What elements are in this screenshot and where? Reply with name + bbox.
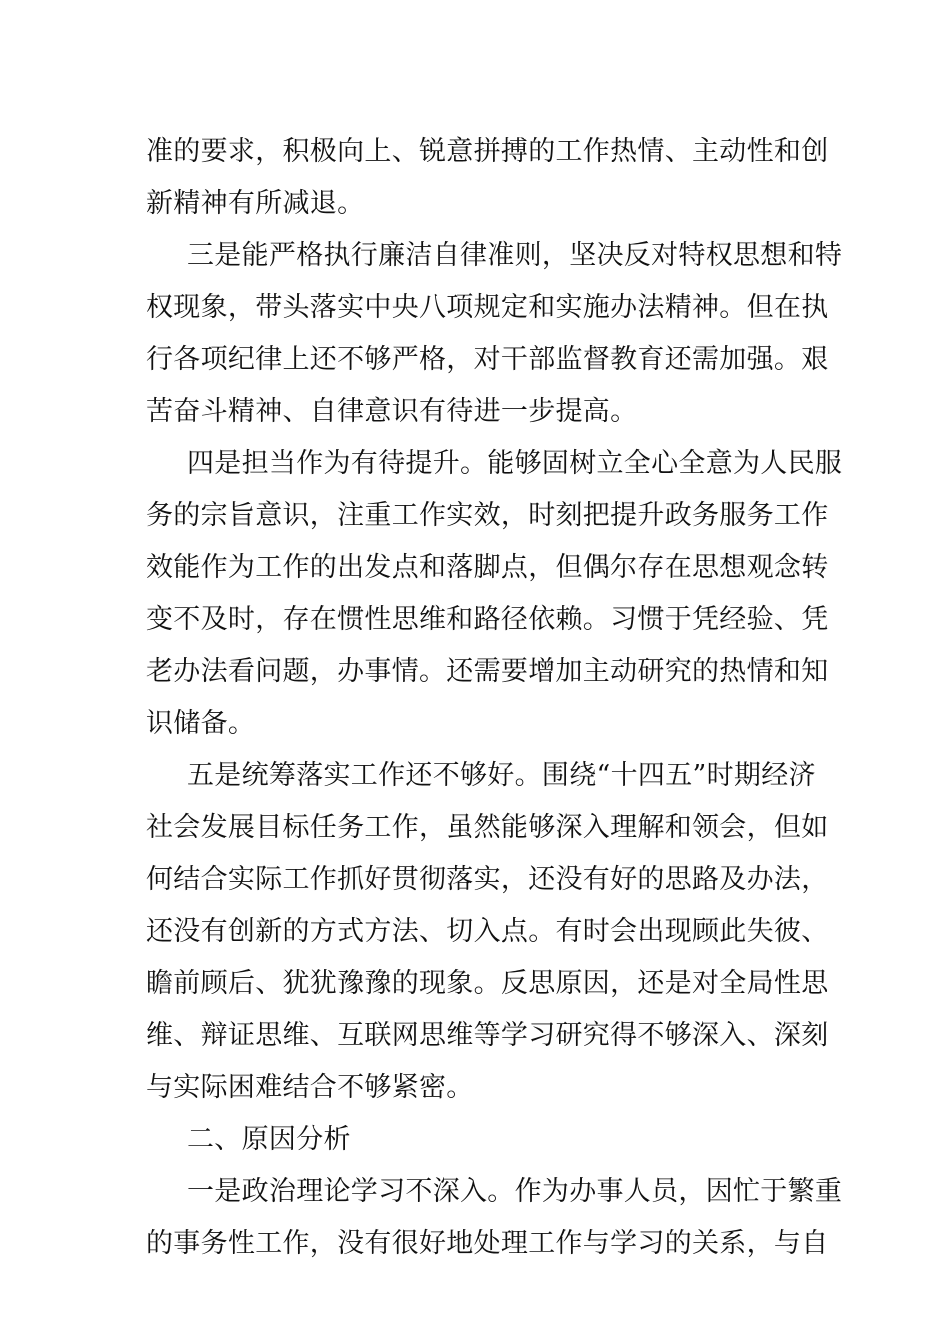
text-line: 准的要求，积极向上、锐意拼搏的工作热情、主动性和创	[146, 136, 829, 167]
paragraph-start-line: 一是政治理论学习不深入。作为办事人员，因忙于繁重	[187, 1176, 843, 1207]
text-line: 识储备。	[146, 708, 256, 739]
text-line: 新精神有所减退。	[146, 188, 365, 219]
text-line: 瞻前顾后、犹犹豫豫的现象。反思原因，还是对全局性思	[146, 968, 829, 999]
paragraph-start-line: 三是能严格执行廉洁自律准则，坚决反对特权思想和特	[187, 240, 843, 271]
text-line: 务的宗旨意识，注重工作实效，时刻把提升政务服务工作	[146, 500, 829, 531]
text-line: 社会发展目标任务工作，虽然能够深入理解和领会，但如	[146, 812, 829, 843]
text-line: 何结合实际工作抓好贯彻落实，还没有好的思路及办法，	[146, 864, 829, 895]
text-line: 权现象，带头落实中央八项规定和实施办法精神。但在执	[146, 292, 829, 323]
text-line: 变不及时，存在惯性思维和路径依赖。习惯于凭经验、凭	[146, 604, 829, 635]
text-line: 还没有创新的方式方法、切入点。有时会出现顾此失彼、	[146, 916, 829, 947]
text-line: 老办法看问题，办事情。还需要增加主动研究的热情和知	[146, 656, 829, 687]
text-line: 维、辩证思维、互联网思维等学习研究得不够深入、深刻	[146, 1020, 829, 1051]
text-line: 的事务性工作，没有很好地处理工作与学习的关系，与自	[146, 1228, 829, 1259]
text-line: 苦奋斗精神、自律意识有待进一步提高。	[146, 396, 638, 427]
paragraph-start-line: 五是统筹落实工作还不够好。围绕“十四五”时期经济	[187, 760, 816, 791]
paragraph-start-line: 四是担当作为有待提升。能够固树立全心全意为人民服	[187, 448, 843, 479]
text-line: 行各项纪律上还不够严格，对干部监督教育还需加强。艰	[146, 344, 829, 375]
section-heading: 二、原因分析	[187, 1124, 351, 1155]
text-line: 与实际困难结合不够紧密。	[146, 1072, 474, 1103]
text-line: 效能作为工作的出发点和落脚点，但偶尔存在思想观念转	[146, 552, 829, 583]
